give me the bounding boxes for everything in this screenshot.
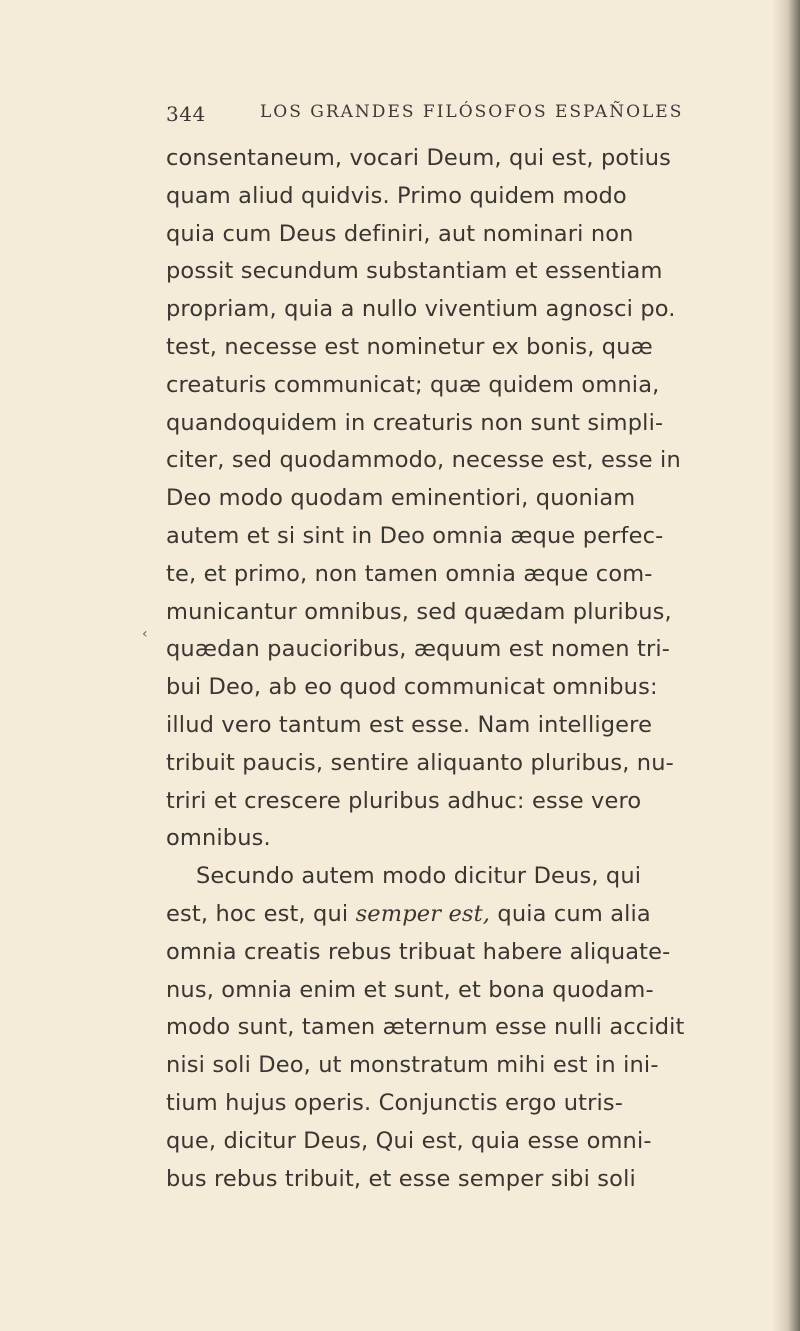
text-line: Deo modo quodam eminentiori, quoniam — [166, 485, 636, 512]
text-line: municantur omnibus, sed quædam pluribus, — [166, 598, 672, 625]
text-line: triri et crescere pluribus adhuc: esse vero — [166, 787, 642, 814]
paragraph-2 — [166, 858, 786, 1198]
text-line: bui Deo, ab eo quod communicat omnibus: — [166, 674, 658, 701]
paragraph-1 — [166, 140, 786, 858]
text-line: que, dicitur Deus, Qui est, quia esse omni- — [166, 1127, 652, 1154]
text-line: possit secundum substantiam et essentiam — [166, 258, 663, 285]
text-line: test, necesse est nominetur ex bonis, quæ — [166, 333, 653, 360]
text-line: tium hujus operis. Conjunctis ergo utris- — [166, 1089, 624, 1116]
text-line: propriam, quia a nullo viventium agnosci po. — [166, 296, 676, 323]
text-line: quædan paucioribus, æquum est nomen tri- — [166, 636, 671, 663]
text-line: omnia creatis rebus tribuat habere aliquate- — [166, 938, 671, 965]
text-line: nus, omnia enim et sunt, et bona quodam- — [166, 976, 654, 1003]
text-line: autem et si sint in Deo omnia æque perfec- — [166, 522, 664, 549]
text-span: est, hoc est, qui — [166, 900, 356, 927]
text-line: bus rebus tribuit, et esse semper sibi soli — [166, 1165, 636, 1192]
body-text — [166, 140, 786, 1198]
text-line: creaturis communicat; quæ quidem omnia, — [166, 371, 660, 398]
text-line: omnibus. — [166, 825, 271, 852]
text-span: quia cum alia — [490, 900, 651, 927]
text-line: quia cum Deus definiri, aut nominari non — [166, 220, 634, 247]
text-line: nisi soli Deo, ut monstratum mihi est in ini- — [166, 1052, 659, 1079]
text-line: te, et primo, non tamen omnia æque com- — [166, 560, 653, 587]
text-line: consentaneum, vocari Deum, qui est, potius — [166, 145, 672, 171]
text-line: modo sunt, tamen æternum esse nulli accidit — [166, 1014, 685, 1041]
text-line: quam aliud quidvis. Primo quidem modo — [166, 182, 627, 209]
running-head: LOS GRANDES FILÓSOFOS ESPAÑOLES — [260, 102, 684, 122]
text-line: citer, sed quodammodo, necesse est, esse in — [166, 447, 681, 474]
page-header — [166, 96, 726, 130]
text-line: tribuit paucis, sentire aliquanto pluribus, nu- — [166, 749, 674, 776]
text-line: Secundo autem modo dicitur Deus, qui — [196, 863, 642, 890]
text-line — [166, 896, 786, 934]
text-line: illud vero tantum est esse. Nam intelligere — [166, 711, 653, 738]
italic-emphasis: semper est, — [355, 900, 491, 927]
page-number: 344 — [166, 102, 206, 126]
margin-mark: ‹ — [142, 626, 148, 642]
text-line: quandoquidem in creaturis non sunt simpli- — [166, 409, 664, 436]
